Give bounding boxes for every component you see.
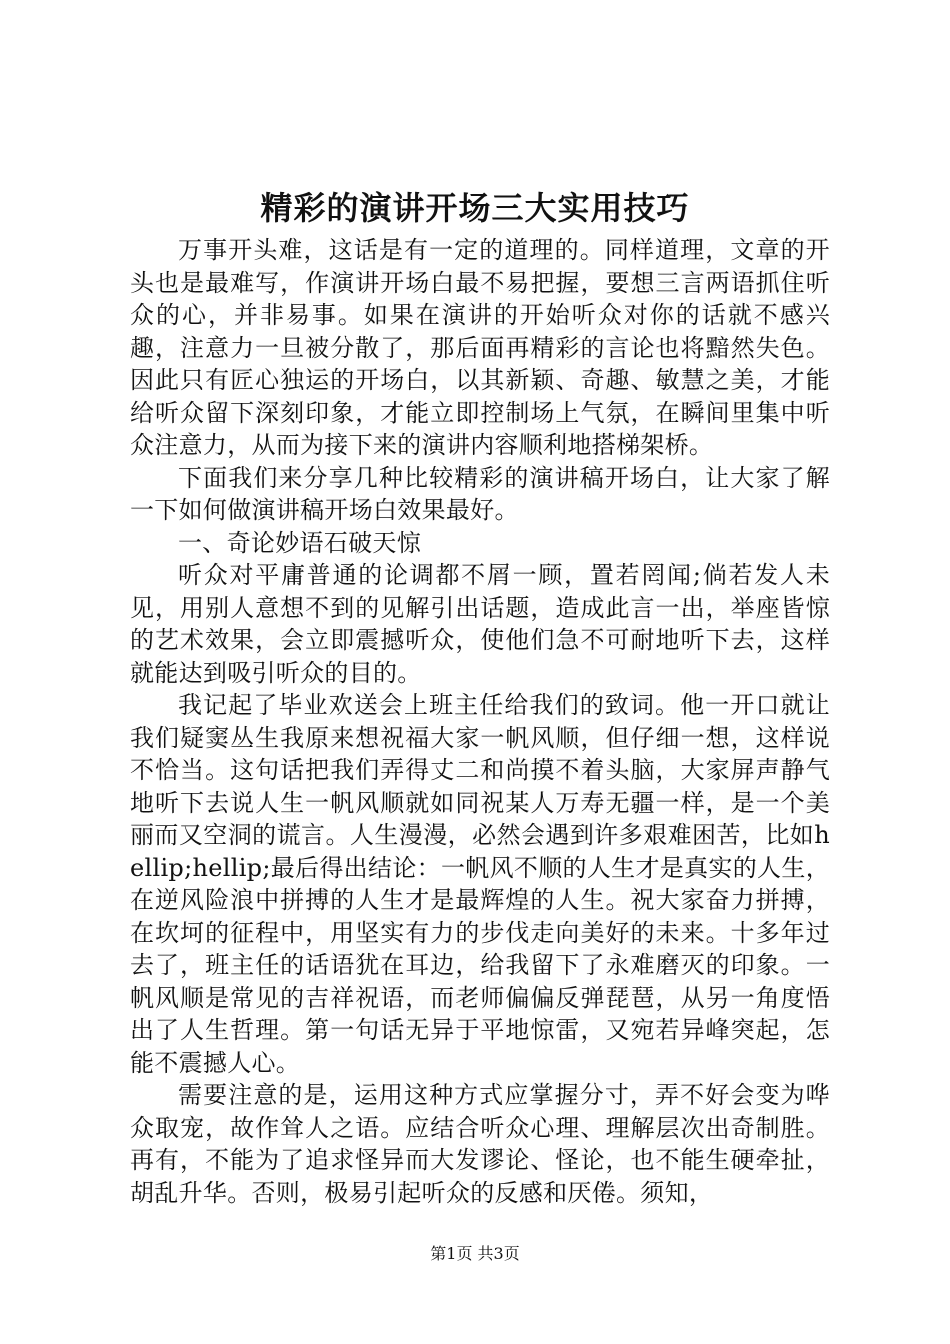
- paragraph-technique-1: 听众对平庸普通的论调都不屑一顾，置若罔闻;倘若发人未见，用别人意想不到的见解引出话题，造成此言一出，举座皆惊的艺术效果，会立即震撼听众，使他们急不可耐地听下去，这样就能达到吸引听众的目的。: [130, 561, 830, 687]
- paragraph-intro: 万事开头难，这话是有一定的道理的。同样道理，文章的开头也是最难写，作演讲开场白最不易把握，要想三言两语抓住听众的心，并非易事。如果在演讲的开始听众对你的话就不感兴趣，注意力一旦被分散了，那后面再精彩的言论也将黯然失色。因此只有匠心独运的开场白，以其新颖、奇趣、敏慧之美，才能给听众留下深刻印象，才能立即控制场上气氛，在瞬间里集中听众注意力，从而为接下来的演讲内容顺利地搭梯架桥。: [130, 236, 830, 459]
- paragraph-share: 下面我们来分享几种比较精彩的演讲稿开场白，让大家了解一下如何做演讲稿开场白效果最好。: [130, 463, 830, 524]
- document-title: 精彩的演讲开场三大实用技巧: [260, 189, 690, 227]
- section-heading-1: 一、奇论妙语石破天惊: [178, 528, 421, 557]
- paragraph-caution: 需要注意的是，运用这种方式应掌握分寸，弄不好会变为哗众取宠，故作耸人之语。应结合听众心理、理解层次出奇制胜。再有，不能为了追求怪异而大发谬论、怪论，也不能生硬牵扯，胡乱升华。否则，极易引起听众的反感和厌倦。须知，: [130, 1081, 830, 1207]
- page-footer: 第1页 共3页: [430, 1244, 520, 1263]
- document-body: [130, 234, 830, 1209]
- paragraph-example: 我记起了毕业欢送会上班主任给我们的致词。他一开口就让我们疑窦丛生我原来想祝福大家一帆风顺，但仔细一想，这样说不恰当。这句话把我们弄得丈二和尚摸不着头脑，大家屏声静气地听下去说人生一帆风顺就如同祝某人万寿无疆一样，是一个美丽而又空洞的谎言。人生漫漫，必然会遇到许多艰难困苦，比如hellip;hellip;最后得出结论：一帆风不顺的人生才是真实的人生，在逆风险浪中拼搏的人生才是最辉煌的人生。祝大家奋力拼搏，在坎坷的征程中，用坚实有力的步伐走向美好的未来。十多年过去了，班主任的话语犹在耳边，给我留下了永难磨灭的印象。一帆风顺是常见的吉祥祝语，而老师偏偏反弹琵琶，从另一角度悟出了人生哲理。第一句话无异于平地惊雷，又宛若异峰突起，怎能不震撼人心。: [130, 691, 830, 1077]
